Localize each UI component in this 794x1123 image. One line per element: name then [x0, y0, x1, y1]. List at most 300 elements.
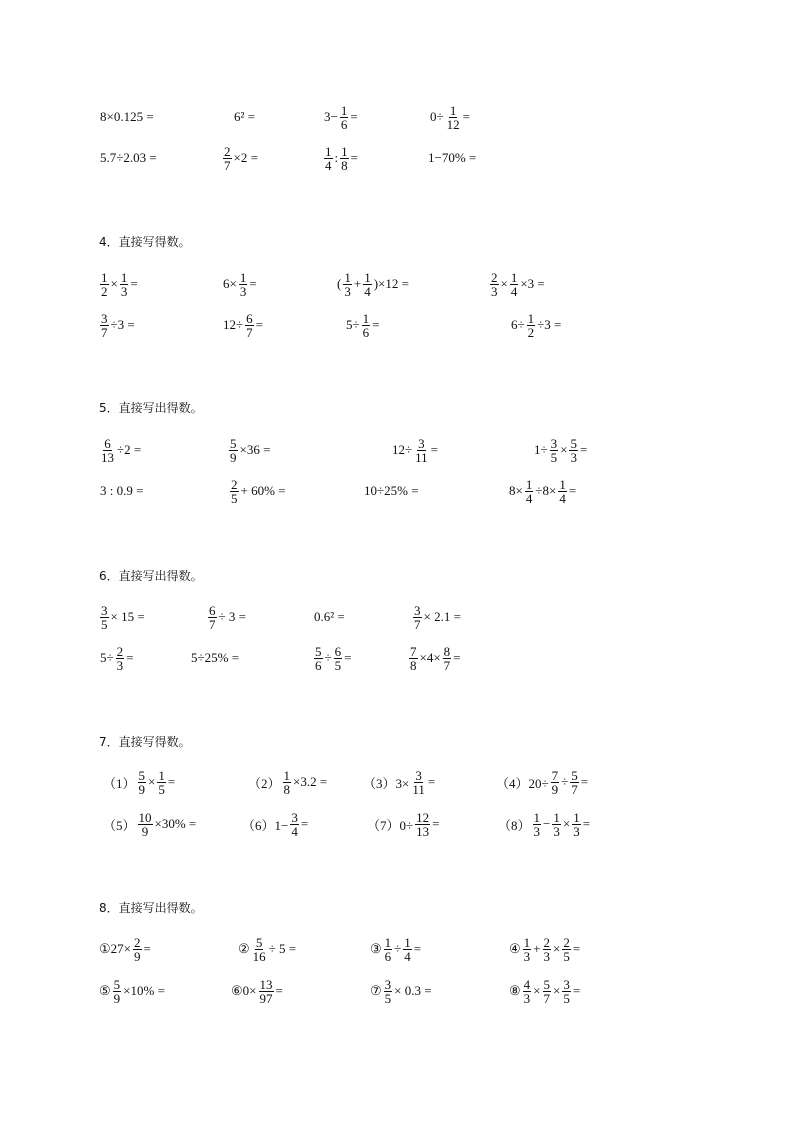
expression-text: )×12 = [373, 276, 409, 291]
expression-text: （4）20÷ [496, 775, 549, 791]
fraction [362, 312, 371, 339]
denominator: 3 [553, 823, 560, 839]
numerator: 1 [344, 269, 351, 285]
denominator: 7 [224, 157, 231, 173]
expression-text: 12÷ [223, 317, 244, 332]
numerator: 3 [418, 435, 425, 451]
numerator: 1 [158, 767, 165, 783]
fraction [533, 811, 542, 838]
math-expression [102, 768, 176, 796]
expression-text: : [334, 150, 339, 165]
numerator: 7 [410, 643, 417, 659]
fraction [314, 645, 323, 672]
expression-text: = [462, 109, 470, 124]
denominator: 6 [315, 657, 322, 673]
denominator: 9 [551, 781, 559, 797]
expression-text: 5.7÷2.03 = [100, 150, 157, 165]
math-expression [412, 603, 462, 631]
expression-text: 3 : 0.9 = [100, 483, 144, 498]
math-expression [241, 810, 309, 838]
math-expression [533, 436, 588, 464]
section-title: 8．直接写出得数。 [99, 901, 203, 915]
numerator: 5 [543, 976, 550, 992]
fraction [413, 604, 422, 631]
expression-text: = [427, 774, 436, 789]
math-expression [99, 103, 155, 131]
denominator: 3 [523, 948, 531, 964]
math-expression [362, 768, 436, 796]
math-expression [313, 603, 346, 631]
expression-text: + [533, 941, 541, 956]
denominator: 8 [341, 157, 348, 173]
expression-text: = [249, 276, 257, 291]
denominator: 9 [134, 948, 141, 964]
math-expression [497, 810, 591, 838]
expression-text: × [553, 941, 561, 956]
numerator: 1 [340, 102, 348, 118]
fraction [100, 437, 115, 464]
numerator: 1 [239, 269, 247, 285]
expression-text: = [453, 650, 461, 665]
math-expression [366, 810, 440, 838]
math-expression [508, 477, 577, 505]
fraction [230, 478, 239, 505]
denominator: 5 [563, 948, 570, 964]
fraction [343, 271, 352, 298]
fraction [340, 145, 349, 172]
expression-text: × 15 = [110, 609, 145, 624]
numerator: 1 [384, 934, 392, 950]
expression-text: ④ [509, 941, 521, 956]
expression-text: ①27× [99, 941, 131, 956]
numerator: 1 [101, 269, 108, 285]
expression-text: ×3.2 = [293, 774, 328, 789]
numerator: 2 [231, 476, 238, 492]
fraction [113, 978, 122, 1005]
fraction [384, 978, 393, 1005]
denominator: 13 [416, 823, 430, 839]
expression-text: × 0.3 = [394, 983, 432, 998]
denominator: 11 [412, 781, 425, 797]
numerator: 5 [113, 976, 121, 992]
math-expression [99, 477, 144, 505]
expression-text: = [275, 983, 283, 998]
expression-text: 6÷ [511, 317, 525, 332]
numerator: 2 [563, 934, 570, 950]
denominator: 7 [443, 657, 451, 673]
fraction [334, 645, 343, 672]
expression-text: × [562, 816, 571, 831]
expression-text: = [300, 816, 309, 831]
denominator: 8 [283, 781, 291, 797]
expression-text: 10÷25% = [364, 483, 419, 498]
denominator: 3 [120, 283, 128, 299]
expression-text: 8× [509, 483, 523, 498]
fraction [259, 978, 274, 1005]
denominator: 7 [543, 990, 550, 1006]
math-expression [99, 144, 158, 172]
math-expression [345, 311, 380, 339]
expression-text: ×10% = [123, 983, 165, 998]
math-expression [228, 436, 271, 464]
math-expression [102, 810, 197, 838]
expression-text: ÷3 = [537, 317, 562, 332]
fraction [223, 145, 232, 172]
denominator: 3 [491, 283, 498, 299]
fraction [100, 271, 109, 298]
fraction [252, 936, 267, 963]
numerator: 1 [533, 809, 541, 825]
numerator: 1 [573, 809, 580, 825]
denominator: 9 [113, 990, 121, 1006]
denominator: 7 [414, 616, 421, 632]
numerator: 1 [559, 476, 566, 492]
denominator: 4 [559, 490, 566, 506]
expression-text: 0÷ [430, 109, 444, 124]
expression-text: （5） [103, 817, 136, 833]
fraction [239, 271, 248, 298]
math-expression [207, 603, 247, 631]
expression-text: ⑦ [370, 983, 382, 998]
numerator: 3 [414, 602, 421, 618]
numerator: 1 [510, 269, 518, 285]
fraction [290, 811, 299, 838]
fraction [490, 271, 499, 298]
denominator: 4 [364, 283, 371, 299]
math-expression [369, 977, 433, 1005]
expression-text: ÷3 = [110, 317, 135, 332]
expression-text: = [572, 941, 581, 956]
numerator: 5 [570, 435, 577, 451]
math-expression [391, 436, 439, 464]
numerator: 7 [551, 767, 559, 783]
fraction [384, 936, 393, 963]
math-expression [233, 103, 256, 131]
math-expression [222, 270, 258, 298]
expression-text: （7）0÷ [367, 817, 414, 833]
fraction [120, 271, 129, 298]
expression-text: 8×0.125 = [100, 109, 154, 124]
denominator: 5 [563, 990, 570, 1006]
math-expression [336, 270, 410, 298]
numerator: 1 [364, 269, 371, 285]
math-expression [190, 644, 240, 672]
numerator: 1 [404, 934, 411, 950]
numerator: 3 [291, 809, 298, 825]
expression-text: 0.6² = [314, 609, 345, 624]
fraction [525, 478, 534, 505]
denominator: 3 [239, 283, 247, 299]
fraction [562, 936, 571, 963]
section-title: 5．直接写出得数。 [99, 401, 203, 415]
numerator: 6 [334, 643, 342, 659]
fraction [133, 936, 142, 963]
numerator: 10 [138, 809, 152, 825]
math-expression [222, 311, 264, 339]
numerator: 6 [209, 602, 216, 618]
expression-text: ⑥0× [231, 983, 257, 998]
numerator: 4 [523, 976, 531, 992]
expression-text: 6² = [234, 109, 255, 124]
fraction [229, 437, 238, 464]
expression-text: ÷ 3 = [218, 609, 246, 624]
expression-text: = [432, 816, 440, 831]
denominator: 5 [384, 990, 392, 1006]
numerator: 2 [224, 143, 231, 159]
numerator: 3 [415, 767, 422, 783]
fraction [543, 936, 552, 963]
expression-text: = [350, 150, 358, 165]
fraction [552, 811, 561, 838]
denominator: 4 [525, 490, 533, 506]
expression-text: = [350, 109, 358, 124]
denominator: 13 [101, 449, 114, 465]
expression-text: 1−70% = [428, 150, 477, 165]
fraction [550, 437, 559, 464]
expression-text: + 60% = [240, 483, 286, 498]
expression-text: （3）3× [363, 775, 410, 791]
denominator: 7 [209, 616, 216, 632]
expression-text: = [572, 983, 581, 998]
fraction [208, 604, 217, 631]
numerator: 3 [563, 976, 570, 992]
numerator: 1 [120, 269, 128, 285]
numerator: 2 [134, 934, 141, 950]
fraction [551, 769, 560, 796]
numerator: 1 [283, 767, 291, 783]
denominator: 6 [340, 116, 348, 132]
denominator: 3 [573, 823, 580, 839]
expression-text: × [500, 276, 508, 291]
math-expression [99, 270, 139, 298]
denominator: 9 [141, 823, 149, 839]
fraction [138, 769, 147, 796]
fraction [363, 271, 372, 298]
math-expression [98, 977, 166, 1005]
math-expression [369, 935, 422, 963]
expression-text: = [582, 816, 591, 831]
denominator: 4 [325, 157, 332, 173]
expression-text: 12÷ [392, 442, 413, 457]
numerator: 1 [362, 310, 370, 326]
fraction [409, 645, 418, 672]
math-expression [510, 311, 562, 339]
numerator: 1 [341, 143, 348, 159]
expression-text: + [353, 276, 362, 291]
denominator: 7 [571, 781, 578, 797]
fraction [414, 437, 429, 464]
numerator: 2 [116, 643, 124, 659]
fraction [100, 604, 109, 631]
numerator: 1 [449, 102, 457, 118]
expression-text: = [143, 941, 151, 956]
numerator: 1 [325, 143, 332, 159]
numerator: 5 [138, 767, 146, 783]
expression-text: = [344, 650, 352, 665]
expression-text: × [110, 276, 118, 291]
expression-text: （1） [103, 775, 136, 791]
fraction [138, 811, 153, 838]
denominator: 5 [231, 490, 238, 506]
numerator: 6 [246, 310, 253, 326]
denominator: 12 [446, 116, 460, 132]
denominator: 3 [533, 823, 541, 839]
expression-text: 5÷25% = [191, 650, 240, 665]
expression-text: ×4× [419, 650, 441, 665]
denominator: 9 [138, 781, 146, 797]
denominator: 6 [362, 324, 370, 340]
numerator: 12 [416, 809, 430, 825]
math-expression [313, 644, 352, 672]
numerator: 1 [553, 809, 560, 825]
math-expression [429, 103, 471, 131]
expression-text: × [553, 983, 561, 998]
denominator: 4 [510, 283, 518, 299]
fraction [100, 312, 109, 339]
numerator: 13 [259, 976, 273, 992]
denominator: 9 [230, 449, 237, 465]
denominator: 3 [543, 948, 550, 964]
numerator: 3 [550, 435, 558, 451]
math-expression [99, 644, 134, 672]
expression-text: − [543, 816, 551, 831]
expression-text: = [413, 941, 422, 956]
denominator: 11 [415, 449, 428, 465]
math-expression [229, 477, 287, 505]
numerator: 1 [527, 310, 535, 326]
fraction [324, 145, 333, 172]
expression-text: 5÷ [100, 650, 114, 665]
fraction [562, 978, 571, 1005]
fraction [527, 312, 536, 339]
expression-text: × [560, 442, 568, 457]
expression-text: 6× [223, 276, 237, 291]
expression-text: ÷2 = [117, 442, 142, 457]
expression-text: ×30% = [154, 816, 197, 831]
math-expression [408, 644, 462, 672]
denominator: 2 [101, 283, 108, 299]
fraction [157, 769, 166, 796]
math-expression [98, 935, 152, 963]
fraction [523, 936, 532, 963]
denominator: 5 [550, 449, 558, 465]
expression-text: ⑧ [509, 983, 521, 998]
denominator: 3 [570, 449, 577, 465]
denominator: 4 [404, 948, 411, 964]
expression-text: ⑤ [99, 983, 111, 998]
fraction [543, 978, 552, 1005]
expression-text: = [580, 774, 589, 789]
expression-text: = [430, 442, 439, 457]
fraction [569, 437, 578, 464]
expression-text: ÷ [561, 774, 569, 789]
denominator: 2 [527, 324, 535, 340]
numerator: 8 [443, 643, 451, 659]
expression-text: = [167, 774, 176, 789]
expression-text: ×2 = [233, 150, 258, 165]
fraction [443, 645, 452, 672]
numerator: 2 [543, 934, 550, 950]
expression-text: ÷ [324, 650, 332, 665]
math-expression [99, 603, 146, 631]
expression-text: 3− [324, 109, 338, 124]
expression-text: ÷8× [535, 483, 557, 498]
denominator: 7 [246, 324, 253, 340]
math-expression [495, 768, 589, 796]
denominator: 5 [158, 781, 165, 797]
expression-text: = [579, 442, 588, 457]
numerator: 5 [571, 767, 578, 783]
math-expression [222, 144, 259, 172]
fraction [523, 978, 532, 1005]
numerator: 1 [523, 934, 531, 950]
denominator: 8 [410, 657, 417, 673]
numerator: 3 [101, 602, 108, 618]
math-expression [99, 311, 136, 339]
fraction [572, 811, 581, 838]
expression-text: = [372, 317, 380, 332]
numerator: 5 [230, 435, 237, 451]
expression-text: ÷ 5 = [268, 941, 297, 956]
numerator: 3 [384, 976, 392, 992]
math-expression [489, 270, 546, 298]
expression-text: （8） [498, 817, 531, 833]
expression-text: = [255, 317, 263, 332]
section-title: 4．直接写得数。 [99, 235, 191, 249]
expression-text: 1÷ [534, 442, 548, 457]
numerator: 2 [491, 269, 498, 285]
numerator: 3 [101, 310, 108, 326]
fraction [510, 271, 519, 298]
expression-text: ③ [370, 941, 382, 956]
fraction [283, 769, 292, 796]
expression-text: （6）1− [242, 817, 289, 833]
fraction [570, 769, 579, 796]
math-expression [508, 935, 581, 963]
expression-text: ×3 = [520, 276, 545, 291]
denominator: 3 [523, 990, 531, 1006]
math-expression [363, 477, 420, 505]
denominator: 5 [334, 657, 342, 673]
fraction [403, 936, 412, 963]
expression-text: （2） [248, 775, 281, 791]
expression-text: = [130, 276, 138, 291]
denominator: 5 [101, 616, 108, 632]
math-expression [427, 144, 477, 172]
fraction [340, 104, 349, 131]
denominator: 6 [384, 948, 392, 964]
math-expression [247, 768, 328, 796]
math-expression [237, 935, 297, 963]
expression-text: = [126, 650, 134, 665]
expression-text: × [533, 983, 541, 998]
section-title: 6．直接写出得数。 [99, 569, 203, 583]
fraction [558, 478, 567, 505]
numerator: 5 [315, 643, 322, 659]
expression-text: ( [337, 276, 342, 291]
denominator: 97 [259, 990, 273, 1006]
fraction [116, 645, 125, 672]
math-expression [323, 144, 359, 172]
denominator: 16 [252, 948, 266, 964]
expression-text: ÷ [394, 941, 402, 956]
fraction [446, 104, 461, 131]
math-expression [99, 436, 142, 464]
denominator: 3 [116, 657, 124, 673]
fraction [411, 769, 426, 796]
expression-text: × 2.1 = [423, 609, 461, 624]
fraction [415, 811, 430, 838]
